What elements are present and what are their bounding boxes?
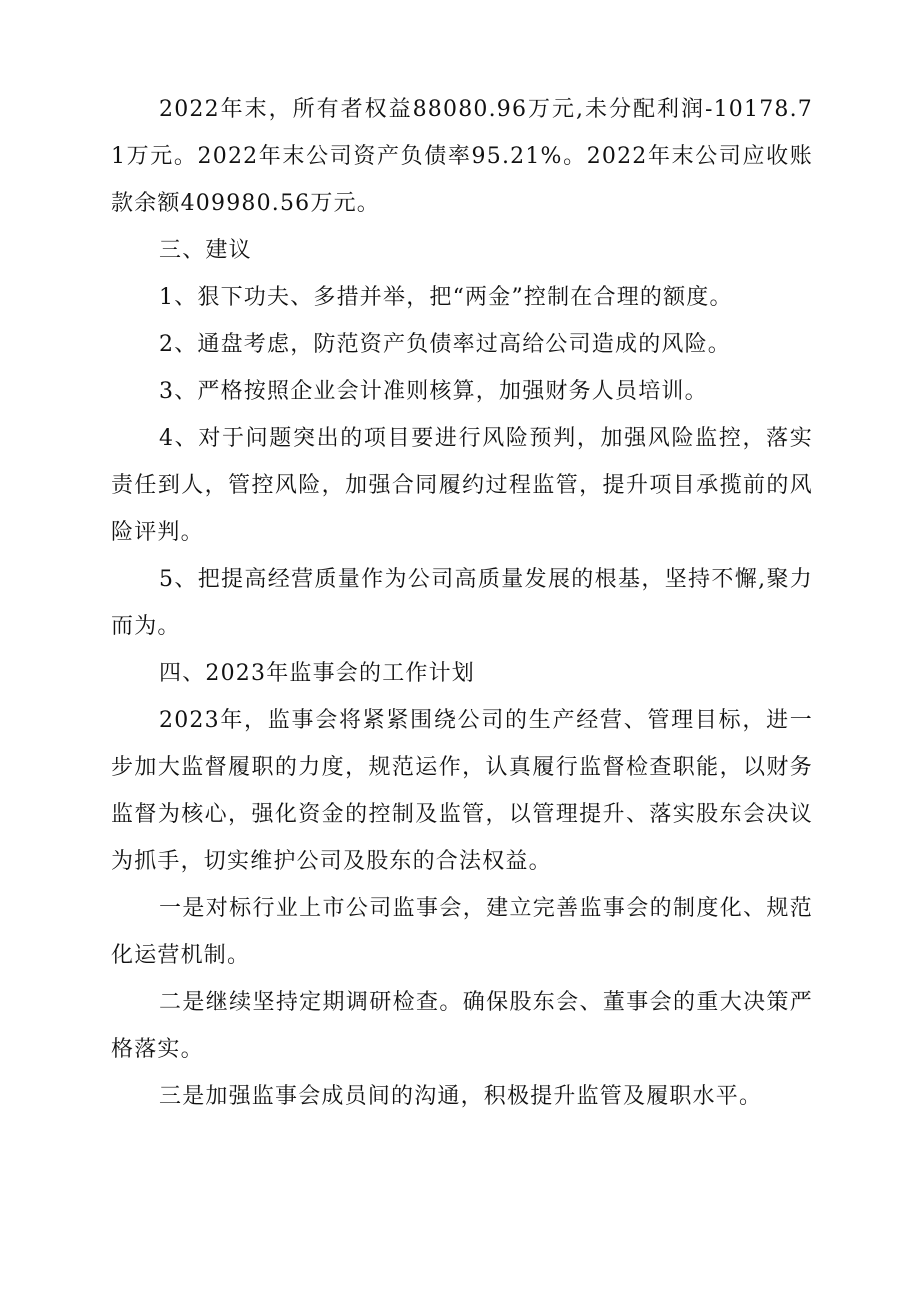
section-heading-suggestions: 三、建议 (159, 238, 252, 263)
suggestion-item-2: 2、通盘考虑，防范资产负债率过高给公司造成的风险。 (159, 332, 731, 357)
plan-item-3: 三是加强监事会成员间的沟通，积极提升监管及履职水平。 (159, 1084, 763, 1109)
suggestion-item-3: 3、严格按照企业会计准则核算，加强财务人员培训。 (159, 379, 708, 404)
suggestion-item-4: 4、对于问题突出的项目要进行风险预判，加强风险监控，落实责任到人，管控风险，加强合同履约过程监管，提升项目承揽前的风险评判。 (111, 426, 813, 545)
section-heading-work-plan: 四、2023年监事会的工作计划 (159, 661, 475, 686)
paragraph-year-end-finance: 2022年末，所有者权益88080.96万元,未分配利润-10178.71万元。2022年末公司资产负债率95.21%。2022年末公司应收账款余额409980.56万元。 (111, 97, 813, 216)
paragraph-work-plan-intro: 2023年，监事会将紧紧围绕公司的生产经营、管理目标，进一步加大监督履职的力度，规范运作，认真履行监督检查职能，以财务监督为核心，强化资金的控制及监管，以管理提升、落实股东会决议为抓手，切实维护公司及股东的合法权益。 (111, 708, 813, 874)
document-body (111, 86, 813, 1120)
suggestion-item-5: 5、把提高经营质量作为公司高质量发展的根基，坚持不懈,聚力而为。 (111, 567, 813, 639)
plan-item-2: 二是继续坚持定期调研检查。确保股东会、董事会的重大决策严格落实。 (111, 990, 813, 1062)
plan-item-1: 一是对标行业上市公司监事会，建立完善监事会的制度化、规范化运营机制。 (111, 896, 813, 968)
suggestion-item-1: 1、狠下功夫、多措并举，把“两金”控制在合理的额度。 (159, 285, 733, 310)
